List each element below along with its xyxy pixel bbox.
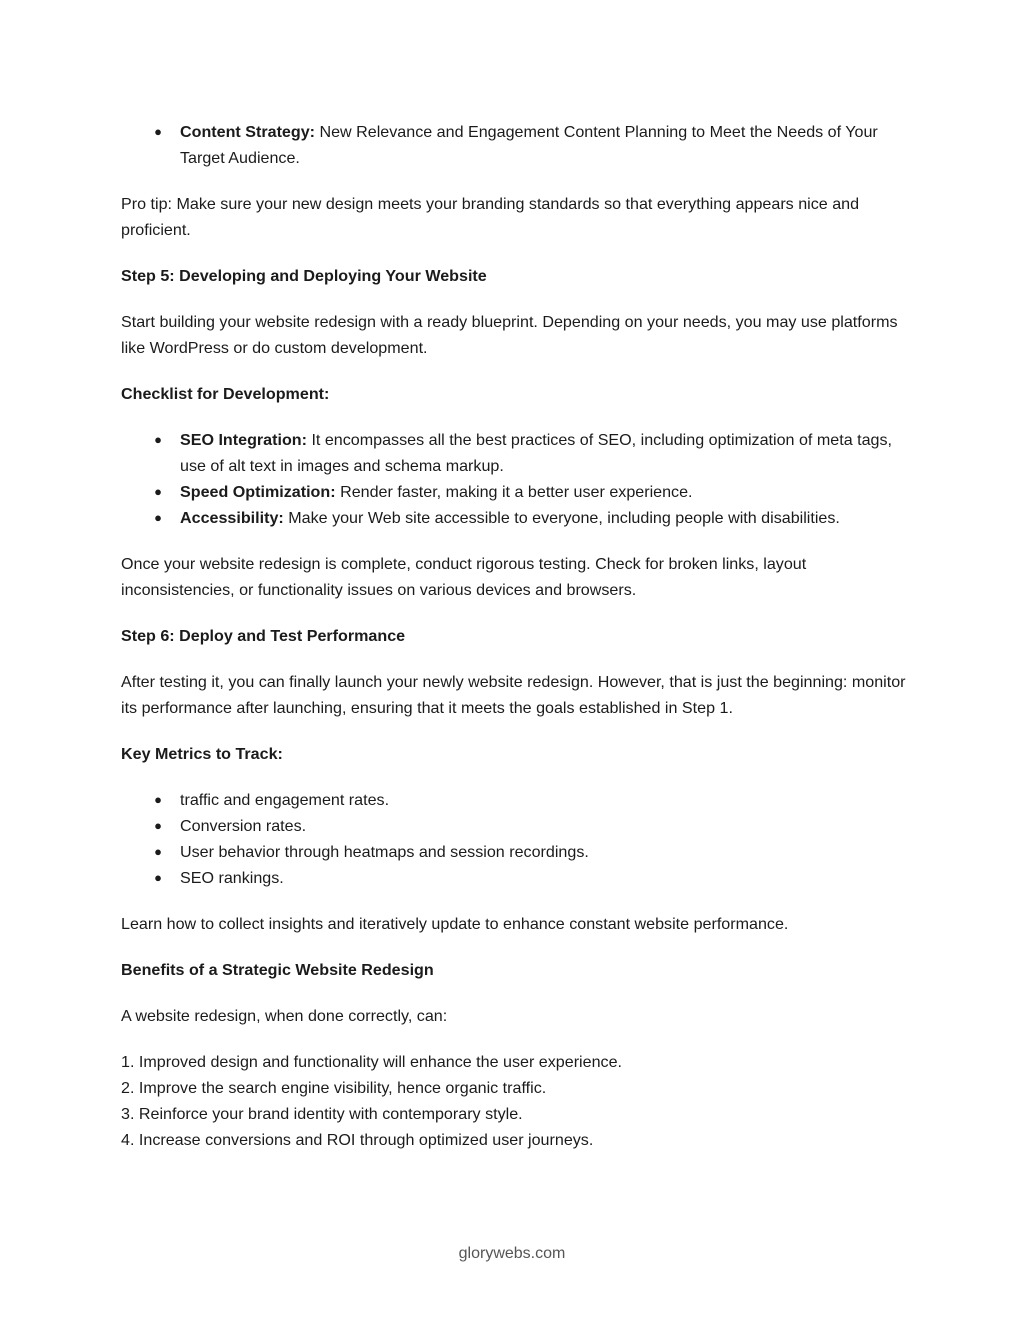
step5-intro: Start building your website redesign with a ready blueprint. Depending on your needs, you may use platforms like WordPress or do custom development. (121, 313, 898, 357)
list-item (121, 865, 911, 891)
list-item-text: It encompasses all the best practices of SEO, including optimization of meta tags, use of alt text in images and schema markup. (180, 431, 893, 475)
benefits-heading: Benefits of a Strategic Website Redesign (121, 961, 434, 979)
checklist-heading: Checklist for Development: (121, 385, 330, 403)
list-item-text: Render faster, making it a better user experience. (335, 483, 693, 501)
list-item-text: User behavior through heatmaps and session recordings. (180, 843, 589, 861)
list-item-text: New Relevance and Engagement Content Planning to Meet the Needs of Your Target Audience. (180, 123, 878, 167)
benefits-list (121, 1049, 911, 1153)
list-item (121, 479, 911, 505)
step6-intro: After testing it, you can finally launch your newly website redesign. However, that is just the beginning: monitor its performance after launching, ensuring that it meets the goals established in Step 1. (121, 673, 906, 717)
list-item: 3. Reinforce your brand identity with contemporary style. (121, 1105, 523, 1123)
closing-paragraph: Learn how to collect insights and iteratively update to enhance constant website performance. (121, 915, 789, 933)
list-item: 2. Improve the search engine visibility, hence organic traffic. (121, 1079, 547, 1097)
list-item: 4. Increase conversions and ROI through optimized user journeys. (121, 1131, 594, 1149)
metrics-heading: Key Metrics to Track: (121, 745, 283, 763)
list-item-label: Content Strategy: (180, 123, 316, 141)
bullet-icon: ● (154, 870, 162, 885)
list-item (121, 839, 911, 865)
bullet-icon: ● (154, 510, 162, 525)
bullet-icon: ● (154, 818, 162, 833)
bullet-icon: ● (154, 792, 162, 807)
list-item (121, 787, 911, 813)
bullet-icon: ● (154, 844, 162, 859)
list-item (121, 505, 911, 531)
bullet-icon: ● (154, 432, 162, 447)
metrics-list (121, 787, 911, 891)
list-item-text: Make your Web site accessible to everyone, including people with disabilities. (283, 509, 840, 527)
list-item-text: traffic and engagement rates. (180, 791, 390, 809)
step5-heading: Step 5: Developing and Deploying Your Website (121, 267, 487, 285)
list-item-label: Speed Optimization: (180, 483, 336, 501)
footer-domain: glorywebs.com (458, 1245, 566, 1262)
list-item-label: Accessibility: (180, 509, 284, 527)
bullet-icon: ● (154, 484, 162, 499)
list-item-label: SEO Integration: (180, 431, 307, 449)
list-item: 1. Improved design and functionality will enhance the user experience. (121, 1053, 622, 1071)
pro-tip: Pro tip: Make sure your new design meets your branding standards so that everything appears nice and proficient. (121, 195, 860, 239)
document-page (121, 119, 911, 1153)
content-strategy-list (121, 119, 911, 171)
list-item (121, 119, 911, 171)
list-item-text: SEO rankings. (180, 869, 284, 887)
bullet-icon: ● (154, 124, 162, 139)
list-item (121, 427, 911, 479)
development-checklist (121, 427, 911, 531)
benefits-intro: A website redesign, when done correctly, can: (121, 1007, 448, 1025)
testing-paragraph: Once your website redesign is complete, conduct rigorous testing. Check for broken links, layout inconsistencies, or functionality issues on various devices and browsers. (121, 555, 807, 599)
list-item-text: Conversion rates. (180, 817, 307, 835)
list-item (121, 813, 911, 839)
step6-heading: Step 6: Deploy and Test Performance (121, 627, 406, 645)
